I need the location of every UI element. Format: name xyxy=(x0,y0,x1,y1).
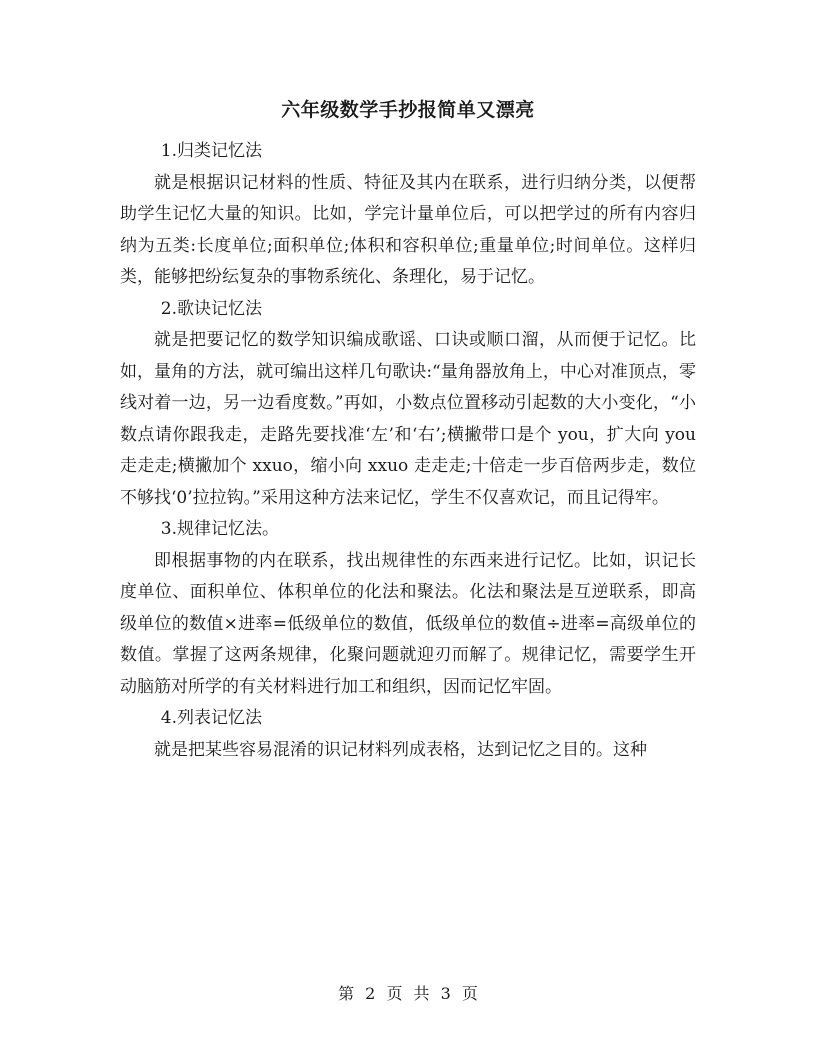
section-heading-1: 1.归类记忆法 xyxy=(160,141,263,161)
paragraph-2: 就是把要记忆的数学知识编成歌谣、口诀或顺口溜，从而便于记忆。比如，量角的方法，就可编出这样几句歌诀:“量角器放角上，中心对准顶点，零线对着一边，另一边看度数。”再如，小数点位置移动引起数的大小变化，“小数点请你跟我走，走路先要找准‘左’和‘右’;横撇带口是个 you，扩大向 you 走走走;横撇加个 xxuo，缩小向 xxuo 走走走;十倍走一步百倍两步走，数位不够找‘0’拉拉钩。”采用这种方法来记忆，学生不仅喜欢记，而且记得牢。 xyxy=(120,330,696,508)
document-body xyxy=(120,136,696,766)
section-heading-3: 3.规律记忆法。 xyxy=(160,519,280,539)
section-heading-2: 2.歌诀记忆法 xyxy=(160,298,263,319)
document-title: 六年级数学手抄报简单又漂亮 xyxy=(281,99,535,121)
paragraph-1: 就是根据识记材料的性质、特征及其内在联系，进行归纳分类，以便帮助学生记忆大量的知识。比如，学完计量单位后，可以把学过的所有内容归纳为五类:长度单位;面积单位;体积和容积单位;重量单位;时间单位。这样归类，能够把纷纭复杂的事物系统化、条理化，易于记忆。 xyxy=(120,172,696,287)
page-number-footer: 第 2 页 共 3 页 xyxy=(338,984,478,1003)
paragraph-4: 就是把某些容易混淆的识记材料列成表格，达到记忆之目的。这种 xyxy=(154,739,647,760)
paragraph-3: 即根据事物的内在联系，找出规律性的东西来进行记忆。比如，识记长度单位、面积单位、体积单位的化法和聚法。化法和聚法是互逆联系，即高级单位的数值×进率=低级单位的数值，低级单位的数值÷进率=高级单位的数值。掌握了这两条规律，化聚问题就迎刃而解了。规律记忆，需要学生开动脑筋对所学的有关材料进行加工和组织，因而记忆牢固。 xyxy=(120,550,696,697)
section-heading-4: 4.列表记忆法 xyxy=(160,708,263,728)
